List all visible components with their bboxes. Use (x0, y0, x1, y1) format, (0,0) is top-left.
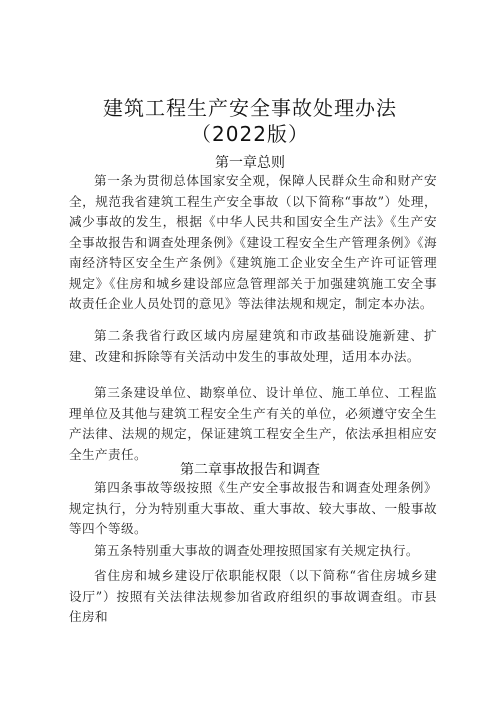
article-4: 第四条事故等级按照《生产安全事故报告和调查处理条例》规定执行，分为特别重大事故、重大事故、较大事故、一般事故等四个等级。 (69, 480, 437, 536)
article-3: 第三条建设单位、勘察单位、设计单位、施工单位、工程监理单位及其他与建筑工程安全生产有关的单位，必须遵守安全生产法律、法规的规定，保证建筑工程安全生产，依法承担相应安全生产责任。 (69, 385, 437, 462)
chapter-1-heading: 第一章总则 (215, 155, 285, 171)
article-5: 第五条特别重大事故的调查处理按照国家有关规定执行。 (94, 543, 419, 558)
chapter-2-heading: 第二章事故报告和调查 (180, 462, 320, 478)
article-5-paragraph-2: 省住房和城乡建设厅依职能权限（以下简称“省住房城乡建设厅”）按照有关法律法规参加省政府组织的事故调查组。市县住房和 (69, 568, 437, 624)
document-subtitle: （2022版） (191, 122, 309, 146)
document-title: 建筑工程生产安全事故处理办法 (103, 96, 397, 120)
article-2: 第二条我省行政区域内房屋建筑和市政基础设施新建、扩建、改建和拆除等有关活动中发生的事故处理，适用本办法。 (69, 328, 437, 364)
article-1: 第一条为贯彻总体国家安全观，保障人民群众生命和财产安全，规范我省建筑工程生产安全事故（以下简称“事故”）处理，减少事故的发生，根据《中华人民共和国安全生产法》《生产安全事故报告和调查处理条例》《建设工程安全生产管理条例》《海南经济特区安全生产条例》《建筑施工企业安全生产许可证管理规定》《住房和城乡建设部应急管理部关于加强建筑施工安全事故责任企业人员处罚的意见》等法律法规和规定，制定本办法。 (69, 173, 437, 311)
